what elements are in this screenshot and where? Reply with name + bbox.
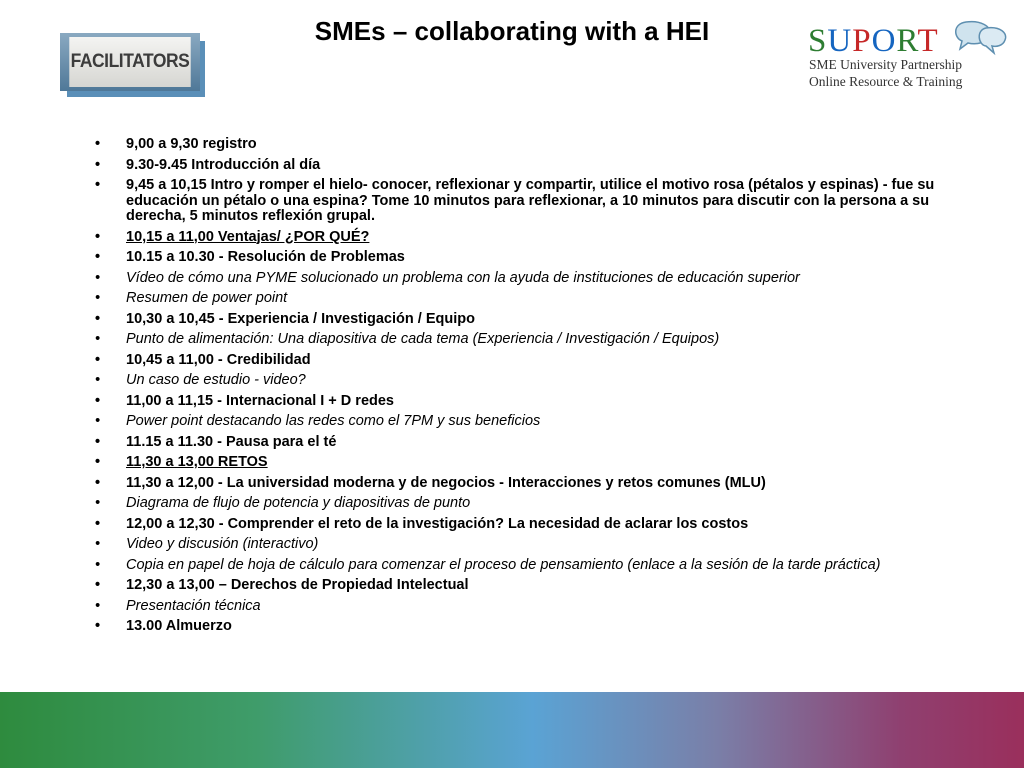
bullet: •	[95, 392, 101, 409]
agenda-list	[95, 137, 955, 640]
suport-logo	[808, 18, 1014, 90]
bullet: •	[95, 597, 101, 614]
bullet: •	[95, 474, 101, 491]
agenda-item-text: 12,00 a 12,30 - Comprender el reto de la investigación? La necesidad de aclarar los costos	[126, 515, 749, 532]
agenda-item-text: 9,00 a 9,30 registro	[126, 136, 257, 152]
agenda-item-text: Presentación técnica	[126, 597, 261, 614]
bullet: •	[95, 556, 101, 573]
bullet: •	[95, 618, 101, 634]
footer-gradient-bar	[0, 692, 1024, 768]
agenda-item	[95, 178, 955, 225]
agenda-item-text: Diagrama de flujo de potencia y diapositivas de punto	[126, 495, 471, 511]
agenda-item	[95, 158, 955, 174]
agenda-item-text: 11,30 a 13,00 RETOS	[126, 454, 268, 470]
agenda-item	[95, 599, 955, 615]
agenda-item-text: 11.15 a 11.30 - Pausa para el té	[126, 433, 337, 450]
agenda-item-text: Vídeo de cómo una PYME solucionado un problema con la ayuda de instituciones de educación superior	[126, 269, 800, 286]
agenda-item	[95, 373, 955, 389]
bullet: •	[95, 577, 101, 593]
logo-tagline-1: SME University Partnership	[809, 57, 962, 72]
agenda-item-text: 10,30 a 10,45 - Experiencia / Investigación / Equipo	[126, 310, 475, 327]
agenda-item-text: 9,45 a 10,15 Intro y romper el hielo- conocer, reflexionar y compartir, utilice el motivo rosa (pétalos y espinas) - fue su educación un pétalo o una espina? Tome 10 minutos para reflexionar, a 10 minutos para discutir con la persona a su derecha, 5 minutos reflexión grupal.	[126, 177, 935, 224]
bullet: •	[95, 269, 101, 286]
bullet: •	[95, 413, 101, 429]
agenda-item	[95, 394, 955, 410]
agenda-item-text: 11,00 a 11,15 - Internacional I + D redes	[126, 392, 394, 409]
agenda-item	[95, 517, 955, 533]
logo-letter: O	[871, 23, 897, 59]
agenda-item	[95, 435, 955, 451]
agenda-item-text: Resumen de power point	[126, 290, 288, 306]
agenda-item-text: Un caso de estudio - video?	[126, 372, 306, 388]
logo-letter: T	[917, 23, 939, 59]
agenda-item-text: 13.00 Almuerzo	[126, 618, 232, 634]
bullet: •	[95, 228, 101, 245]
logo-letter: S	[808, 23, 828, 59]
agenda-item-text: 10.15 a 10.30 - Resolución de Problemas	[126, 249, 405, 265]
agenda-item-text: Power point destacando las redes como el 7PM y sus beneficios	[126, 413, 541, 429]
bullet: •	[95, 454, 101, 470]
bullet: •	[95, 515, 101, 532]
agenda-item-text: Punto de alimentación: Una diapositiva de cada tema (Experiencia / Investigación / Equipos)	[126, 331, 720, 347]
bullet: •	[95, 177, 101, 193]
bullet: •	[95, 310, 101, 327]
logo-letter: P	[852, 23, 872, 59]
agenda-item	[95, 496, 955, 512]
agenda-item-text: 12,30 a 13,00 – Derechos de Propiedad Intelectual	[126, 577, 469, 593]
bullet: •	[95, 331, 101, 347]
agenda-item	[95, 476, 955, 492]
bullet: •	[95, 136, 101, 152]
speech-bubbles-icon	[946, 18, 1010, 58]
bullet: •	[95, 249, 101, 265]
agenda-item-text: 11,30 a 12,00 - La universidad moderna y de negocios - Interacciones y retos comunes (MLU)	[126, 474, 766, 491]
badge-text: FACILITATORS	[69, 37, 190, 87]
logo-letter: R	[896, 23, 918, 59]
agenda-item	[95, 455, 955, 471]
logo-wordmark	[808, 24, 939, 58]
bullet: •	[95, 495, 101, 511]
agenda-item	[95, 312, 955, 328]
bullet: •	[95, 372, 101, 388]
agenda-item	[95, 230, 955, 246]
bullet: •	[95, 351, 101, 368]
bullet: •	[95, 536, 101, 552]
agenda-item	[95, 578, 955, 594]
agenda-item-text: 10,45 a 11,00 - Credibilidad	[126, 351, 311, 368]
logo-letter: U	[827, 23, 853, 59]
agenda-item	[95, 558, 955, 574]
agenda-item	[95, 271, 955, 287]
agenda-item	[95, 537, 955, 553]
agenda-item	[95, 291, 955, 307]
agenda-item	[95, 137, 955, 153]
agenda-item	[95, 250, 955, 266]
agenda-item	[95, 414, 955, 430]
bullet: •	[95, 290, 101, 306]
agenda-item	[95, 332, 955, 348]
agenda-item-text: 9.30-9.45 Introducción al día	[126, 156, 321, 173]
bullet: •	[95, 433, 101, 450]
page-title: SMEs – collaborating with a HEI	[314, 16, 710, 46]
agenda-item-text: 10,15 a 11,00 Ventajas/ ¿POR QUÉ?	[126, 228, 370, 245]
agenda-item	[95, 619, 955, 635]
bullet: •	[95, 156, 101, 173]
logo-tagline-2: Online Resource & Training	[809, 74, 963, 89]
agenda-item-text: Copia en papel de hoja de cálculo para comenzar el proceso de pensamiento (enlace a la sesión de la tarde práctica)	[126, 556, 881, 573]
agenda-item	[95, 353, 955, 369]
agenda-item-text: Video y discusión (interactivo)	[126, 536, 319, 552]
